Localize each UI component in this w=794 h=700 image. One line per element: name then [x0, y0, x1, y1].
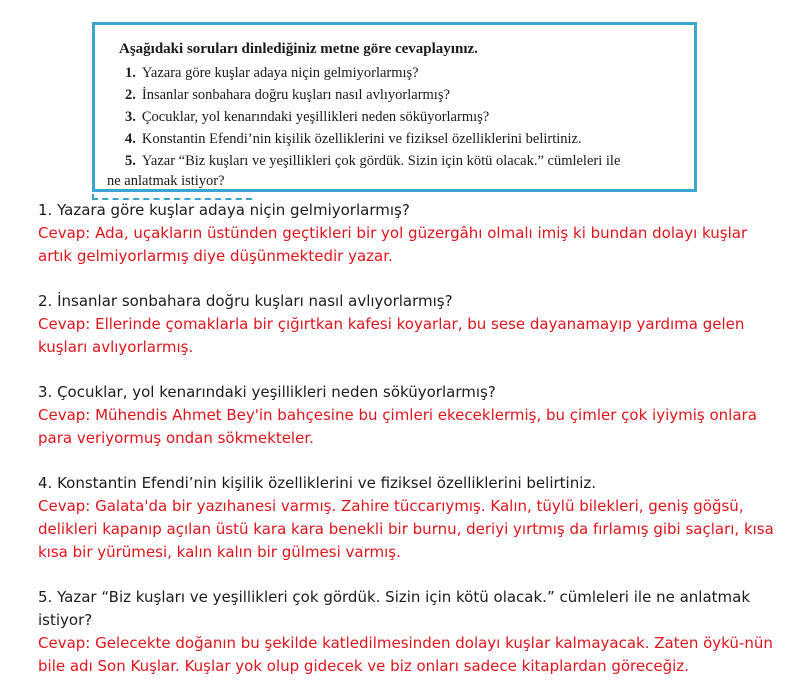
box-heading: Aşağıdaki soruları dinlediğiniz metne göre cevaplayınız.	[119, 41, 478, 57]
box-question-2	[125, 87, 450, 104]
box-question-text: İnsanlar sonbahara doğru kuşları nasıl avlıyorlarmış?	[141, 87, 450, 103]
qa-item-4	[38, 472, 778, 564]
question-text: 4. Konstantin Efendi’nin kişilik özelliklerini ve fiziksel özelliklerini belirtiniz.	[38, 474, 597, 492]
answer-text: Cevap: Galata'da bir yazıhanesi varmış. Zahire tüccarıymış. Kalın, tüylü bilekleri, geniş göğsü, delikleri kapanıp açılan üstü kara kara benekli bir burnu, deriyi yırtmış da fırlamış gibi saçları, kısa kısa bir yürümesi, kalın kalın bir gülmesi varmış.	[38, 497, 774, 561]
question-text: 5. Yazar “Biz kuşları ve yeşillikleri çok gördük. Sizin için kötü olacak.” cümleleri ile ne anlatmak istiyor?	[38, 588, 751, 629]
box-question-number: 4.	[125, 131, 136, 147]
box-question-number: 2.	[125, 87, 136, 103]
box-question-number: 1.	[125, 65, 136, 81]
question-text: 3. Çocuklar, yol kenarındaki yeşillikleri neden söküyorlarmış?	[38, 383, 496, 401]
qa-item-2	[38, 290, 778, 359]
qa-item-5	[38, 586, 778, 678]
box-question-3	[125, 109, 489, 126]
answer-text: Cevap: Ellerinde çomaklarla bir çığırtkan kafesi koyarlar, bu sese dayanamayıp yardıma gelen kuşları avlıyorlarmış.	[38, 315, 745, 356]
box-question-text: Yazara göre kuşlar adaya niçin gelmiyorlarmış?	[141, 65, 419, 81]
box-question-text: Konstantin Efendi’nin kişilik özelliklerini ve fiziksel özelliklerini belirtiniz.	[141, 131, 582, 147]
answer-text: Cevap: Ada, uçakların üstünden geçtikleri bir yol güzergâhı olmalı imiş ki bundan dolayı kuşlar artık gelmiyorlarmış diye düşünmektedir yazar.	[38, 224, 748, 265]
box-question-text: Yazar “Biz kuşları ve yeşillikleri çok gördük. Sizin için kötü olacak.” cümleleri ile	[141, 153, 621, 169]
box-question-text: Çocuklar, yol kenarındaki yeşillikleri neden söküyorlarmış?	[141, 109, 490, 125]
answers-section	[38, 199, 778, 700]
question-text: 2. İnsanlar sonbahara doğru kuşları nasıl avlıyorlarmış?	[38, 292, 453, 310]
answer-text: Cevap: Gelecekte doğanın bu şekilde katledilmesinden dolayı kuşlar kalmayacak. Zaten öykü-nün bile adı Son Kuşlar. Kuşlar yok olup gidecek ve biz onları sadece kitaplardan göreceğiz.	[38, 634, 773, 675]
box-question-number: 3.	[125, 109, 136, 125]
textbook-question-box	[92, 22, 697, 192]
box-question-5	[125, 153, 620, 170]
box-question-5-continuation: ne anlatmak istiyor?	[107, 173, 225, 189]
question-text: 1. Yazara göre kuşlar adaya niçin gelmiyorlarmış?	[38, 201, 410, 219]
answer-text: Cevap: Mühendis Ahmet Bey'in bahçesine bu çimleri ekeceklermiş, bu çimler çok iyiymiş onlara para veriyormuş ondan sökmekteler.	[38, 406, 757, 447]
qa-item-1	[38, 199, 778, 268]
qa-item-3	[38, 381, 778, 450]
box-question-number: 5.	[125, 153, 136, 169]
box-question-4	[125, 131, 582, 148]
box-question-1	[125, 65, 419, 82]
